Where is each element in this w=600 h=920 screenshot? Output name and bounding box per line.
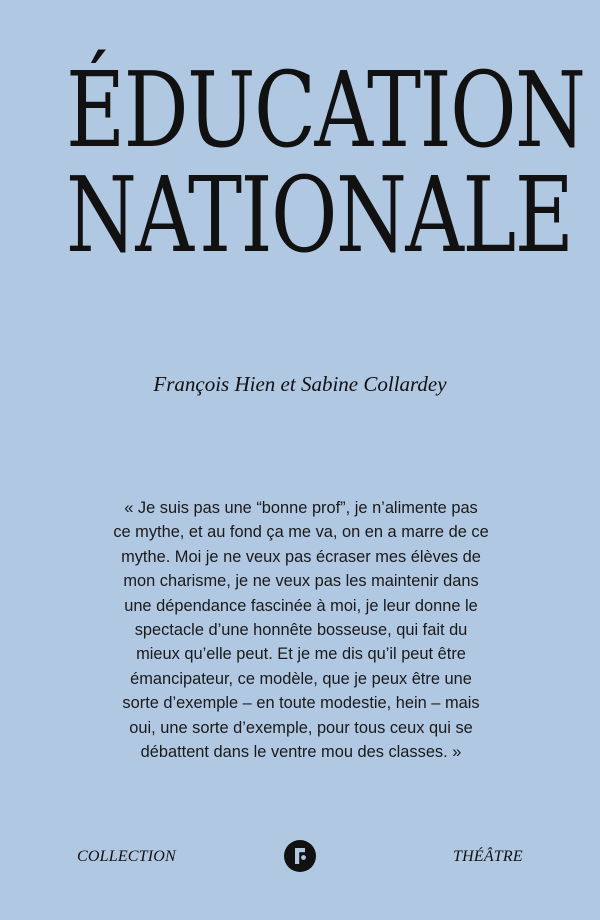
quote-line: une dépendance fascinée à moi, je leur donne le [124, 596, 478, 615]
back-quote [95, 496, 507, 764]
quote-line: spectacle d’une honnête bosseuse, qui fait du [134, 621, 468, 640]
title-line-2: NATIONALE [66, 154, 573, 276]
collection-label: COLLECTION [77, 848, 176, 865]
title-line-1: ÉDUCATION [66, 49, 585, 171]
publisher-logo-icon [284, 840, 316, 872]
quote-line: mythe. Moi je ne veux pas écraser mes élèves de [121, 547, 481, 566]
authors: François Hien et Sabine Collardey [153, 372, 447, 396]
quote-line: débattent dans le ventre mou des classes. » [140, 743, 462, 762]
quote-line: sorte d’exemple – en toute modestie, hein – mais [122, 694, 480, 713]
quote-line: mieux qu’elle peut. Et je me dis qu’il peut être [136, 645, 466, 664]
genre-label: THÉÂTRE [453, 848, 523, 865]
quote-line: oui, une sorte d’exemple, pour tous ceux qui se [129, 718, 473, 737]
quote-line: ce mythe, et au fond ça me va, on en a marre de ce [113, 523, 489, 542]
quote-line: « Je suis pas une “bonne prof”, je n’alimente pas [124, 499, 478, 517]
quote-line: mon charisme, je ne veux pas les maintenir dans [123, 572, 479, 591]
quote-line: émancipateur, ce modèle, que je peux être une [130, 669, 472, 688]
